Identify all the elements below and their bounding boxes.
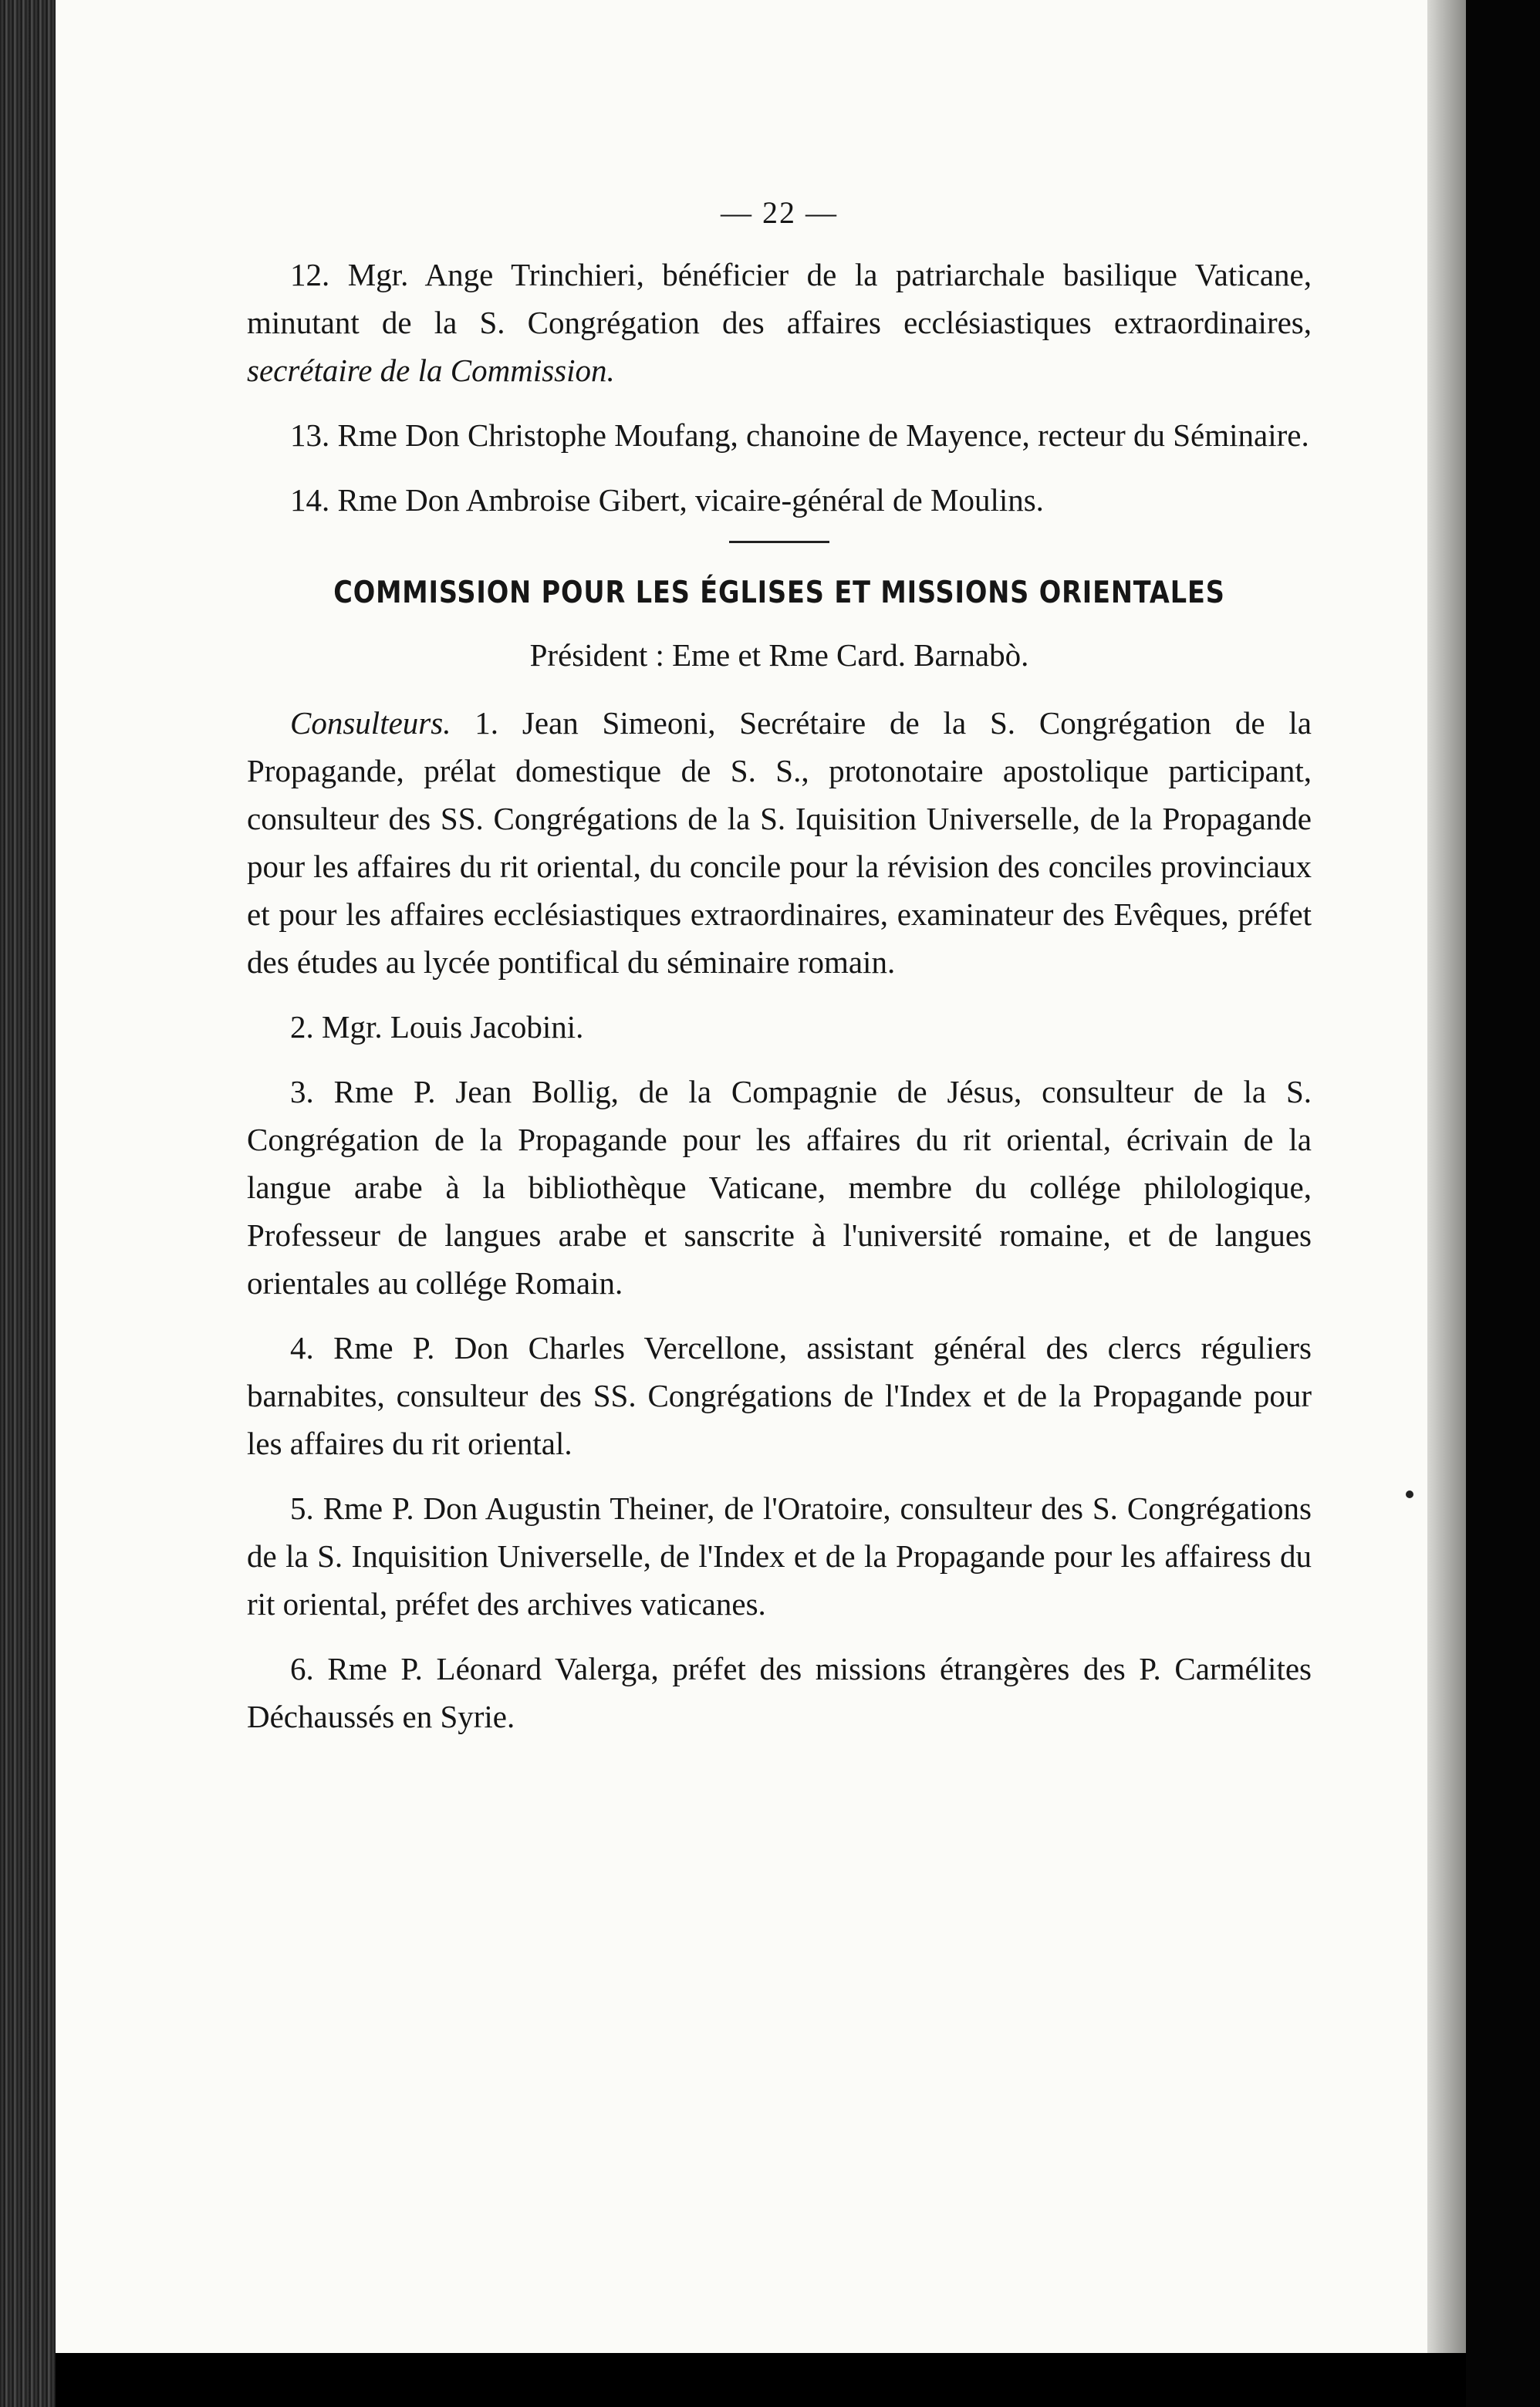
book-binding-edge [0,0,56,2407]
consulteur-entry-3: 3. Rme P. Jean Bollig, de la Compagnie de Jésus, consulteur de la S. Congrégation de la Propagande pour les affaires du rit oriental, écrivain de la langue arabe à la bibliothèque Vaticane, membre du collége philologique, Professeur de langues arabe et sanscrite à l'université romaine, et de langues orientales au collége Romain. [247,1074,1312,1301]
member-entry-13 [247,411,1312,459]
consulteur-entry-2: 2. Mgr. Louis Jacobini. [290,1009,584,1045]
president-line: Président : Eme et Rme Card. Barnabò. [529,637,1029,673]
section-divider [729,541,829,543]
member-entry-14 [247,476,1312,524]
member-entry-12 [247,251,1312,394]
entry-text: 12. Mgr. Ange Trinchieri, bénéficier de la patriarchale basilique Vaticane, minutant de la S. Congrégation des affaires ecclésiastiques extraordinaires, [247,257,1312,340]
section-heading: COMMISSION POUR LES ÉGLISES ET MISSIONS ORIENTALES [333,576,1225,610]
page-text [247,189,1312,1757]
entry-text: 13. Rme Don Christophe Moufang, chanoine de Mayence, recteur du Séminaire. [290,417,1309,453]
consulteur-entry-1 [247,699,1312,986]
page-number: — 22 — [721,195,838,230]
entry-text: 14. Rme Don Ambroise Gibert, vicaire-général de Moulins. [290,482,1044,518]
consulteurs-label: Consulteurs. [290,705,451,741]
ink-speck [1406,1490,1413,1498]
page-edge-shadow [1427,0,1466,2353]
entry-italic-role: secrétaire de la Commission. [247,353,615,388]
entry-text: 1. Jean Simeoni, Secrétaire de la S. Congrégation de la Propagande, prélat domestique de S. S., protonotaire apostolique participant, consulteur des SS. Congrégations de la S. Iquisition Universelle, de la Propagande pour les affaires du rit oriental, du concile pour la révision des conciles provinciaux et pour les affaires ecclésiastiques extraordinaires, examinateur des Evêques, préfet des études au lycée pontifical du séminaire romain. [247,705,1312,980]
consulteur-entry-4: 4. Rme P. Don Charles Vercellone, assistant général des clercs réguliers barnabites, consulteur des SS. Congrégations de l'Index et de la Propagande pour les affaires du rit oriental. [247,1330,1312,1461]
consulteur-entry-5: 5. Rme P. Don Augustin Theiner, de l'Oratoire, consulteur des S. Congrégations de la S. Inquisition Universelle, de l'Index et de la Propagande pour les affairess du rit oriental, préfet des archives vaticanes. [247,1490,1312,1622]
consulteur-entry-6: 6. Rme P. Léonard Valerga, préfet des missions étrangères des P. Carmélites Déchaussés en Syrie. [247,1651,1312,1734]
scan-border [1466,0,1540,2407]
